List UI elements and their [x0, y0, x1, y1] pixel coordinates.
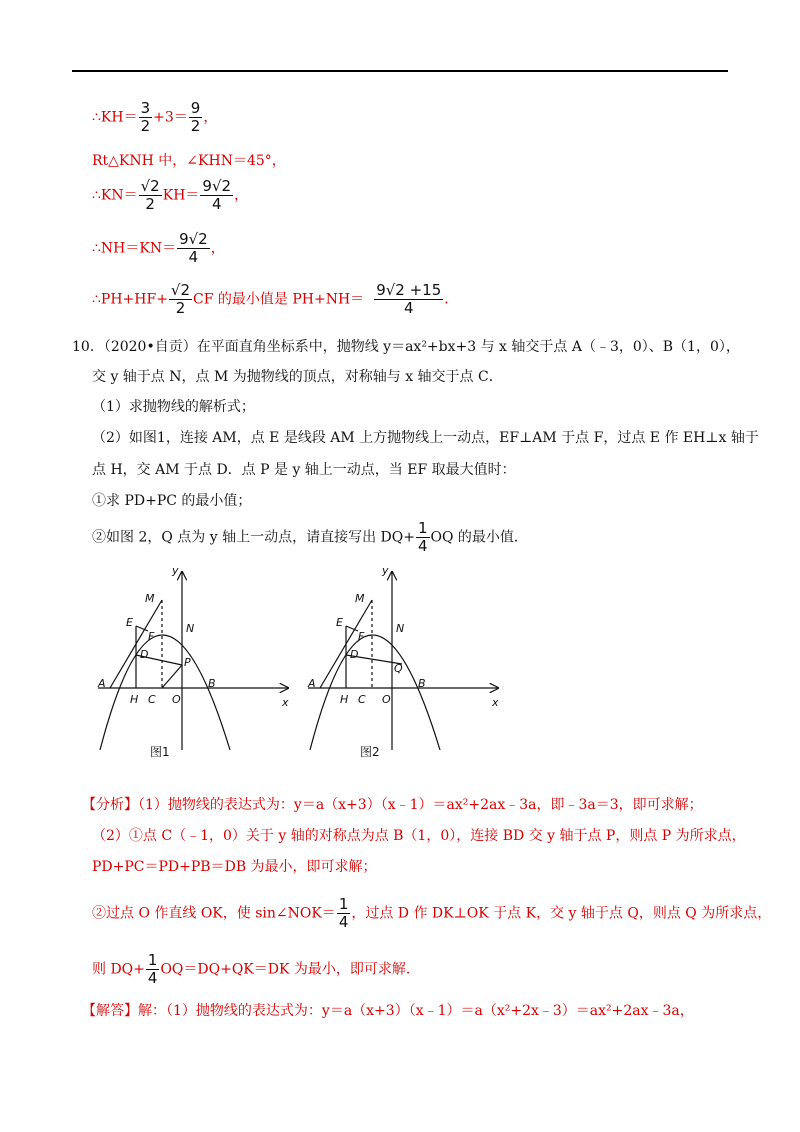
- solution-line-3: ∴KN＝ $\frac{√2}{2}$ KH＝ $\frac{9√2}{4}$ ，: [92, 177, 249, 213]
- question-2-sub-1: ①求 PD+PC 的最小值；: [92, 493, 252, 509]
- solution-line-5: ∴PH+HF+ $\frac{√2}{2}$ CF 的最小值是 PH+NH＝ $\frac{9√2 +15}{4}$ ．: [92, 281, 459, 317]
- fig1-label-E: E: [126, 616, 133, 629]
- fig1-parabola: [100, 635, 230, 750]
- fig2-label-M: M: [355, 592, 365, 605]
- fig1-label-x: x: [282, 696, 289, 709]
- figure-1: [98, 572, 288, 750]
- fig1-label-M: M: [145, 592, 155, 605]
- question-2-line-1: （2）如图1，连接 AM，点 E 是线段 AM 上方抛物线上一动点，EF⊥AM 于点 F，过点 E 作 EH⊥x 轴于: [92, 430, 759, 446]
- solution-line-2: Rt△KNH 中，∠KHN＝45°，: [92, 153, 286, 169]
- fig2-label-y: y: [382, 564, 389, 577]
- figures: [90, 560, 510, 770]
- solution-line-4: ∴NH＝KN＝ $\frac{9√2}{4}$ ，: [92, 230, 225, 266]
- analysis-line-3: PD+PC＝PD+PB＝DB 为最小，即可求解；: [92, 859, 377, 875]
- fig1-label-A: A: [98, 677, 106, 690]
- fig1-label-C: C: [148, 693, 156, 706]
- solution-line-1: ∴KH＝ $\frac{3}{2}$ +3＝ $\frac{9}{2}$ ，: [92, 99, 218, 135]
- fig1-label-F: F: [148, 630, 155, 643]
- fig1-caption: 图1: [150, 745, 170, 759]
- problem-stem-line-2: 交 y 轴于点 N，点 M 为抛物线的顶点，对称轴与 x 轴交于点 C．: [92, 369, 503, 385]
- header-rule: [72, 70, 728, 72]
- question-1: （1）求抛物线的解析式；: [92, 399, 255, 415]
- fig1-label-O: O: [172, 693, 181, 706]
- figure-2: [308, 572, 498, 750]
- fig2-label-E: E: [336, 616, 343, 629]
- fig2-parabola: [310, 635, 440, 750]
- fig2-caption: 图2: [360, 745, 380, 759]
- fig1-segment-PC: [162, 665, 182, 688]
- fig2-label-O: O: [382, 693, 391, 706]
- fig1-label-N: N: [186, 622, 195, 635]
- fig2-label-H: H: [340, 693, 349, 706]
- fig2-label-N: N: [396, 622, 405, 635]
- problem-stem-line-1: 10．（2020•自贡）在平面直角坐标系中，抛物线 y＝ax²+bx+3 与 x 轴交于点 A（﹣3，0）、B（1，0），: [72, 339, 740, 355]
- fig1-label-B: B: [208, 677, 216, 690]
- analysis-line-2: （2）①点 C（﹣1，0）关于 y 轴的对称点为点 B（1，0），连接 BD 交 y 轴于点 P，则点 P 为所求点，: [92, 828, 746, 844]
- question-2-line-2: 点 H，交 AM 于点 D．点 P 是 y 轴上一动点，当 EF 取最大值时：: [92, 462, 516, 478]
- solution-start-line: 【解答】解：（1）抛物线的表达式为：y＝a（x+3）（x﹣1）＝a（x²+2x﹣3）＝ax²+2ax﹣3a，: [82, 1003, 694, 1019]
- analysis-line-4: ②过点 O 作直线 OK，使 sin∠NOK＝ $\frac{1}{4}$ ，过点 D 作 DK⊥OK 于点 K，交 y 轴于点 Q，则点 Q 为所求点，: [92, 895, 772, 931]
- analysis-line-5: 则 DQ+ $\frac{1}{4}$ OQ＝DQ+QK＝DK 为最小，即可求解．: [92, 951, 420, 987]
- fig2-label-Q: Q: [394, 662, 403, 675]
- fig2-label-F: F: [358, 630, 365, 643]
- fig2-label-x: x: [492, 696, 499, 709]
- fig2-label-D: D: [350, 648, 359, 661]
- analysis-line-1: 【分析】（1）抛物线的表达式为：y＝a（x+3）（x﹣1）＝ax²+2ax﹣3a，即﹣3a＝3，即可求解；: [82, 797, 703, 813]
- fig2-label-A: A: [308, 677, 316, 690]
- question-2-sub-2: ②如图 2，Q 点为 y 轴上一动点，请直接写出 DQ+ $\frac{1}{4}$ OQ 的最小值．: [92, 519, 528, 555]
- fig2-label-B: B: [418, 677, 426, 690]
- fig1-label-D: D: [140, 648, 149, 661]
- fig2-label-C: C: [358, 693, 366, 706]
- fig1-label-P: P: [184, 656, 191, 669]
- fig1-label-H: H: [130, 693, 139, 706]
- fig1-label-y: y: [172, 564, 179, 577]
